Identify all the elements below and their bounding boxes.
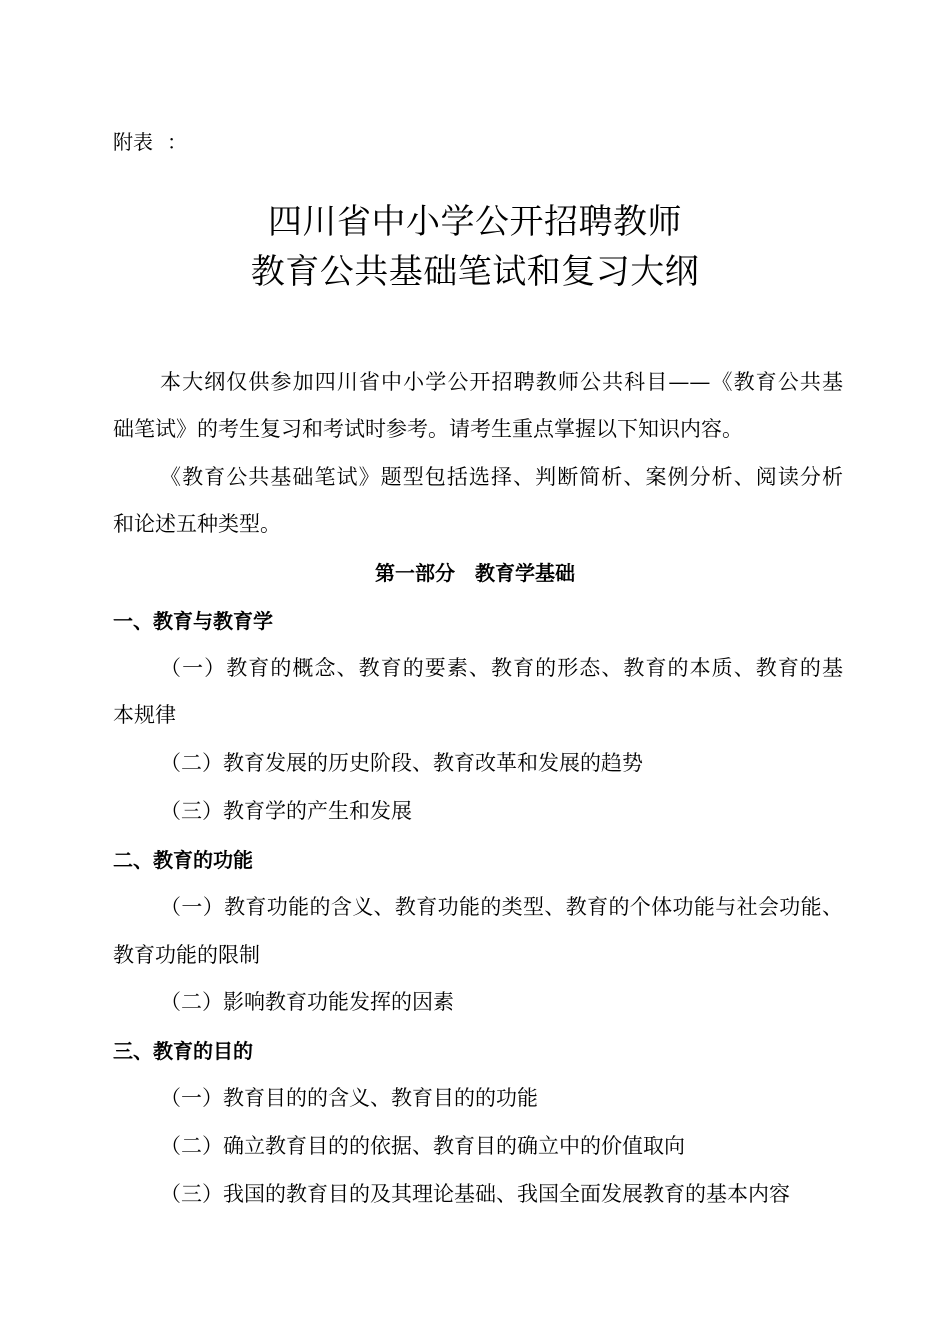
section-2-item-2: （二）影响教育功能发挥的因素 bbox=[160, 990, 454, 1014]
attachment-label-row bbox=[113, 128, 187, 156]
attachment-colon: ： bbox=[167, 130, 187, 154]
section-1-item-1-line-2: 本规律 bbox=[113, 703, 176, 727]
attachment-label: 附表 bbox=[113, 130, 153, 154]
section-1-item-2: （二）教育发展的历史阶段、教育改革和发展的趋势 bbox=[160, 751, 643, 775]
part-title: 第一部分 教育学基础 bbox=[375, 561, 575, 585]
section-3-item-3: （三）我国的教育目的及其理论基础、我国全面发展教育的基本内容 bbox=[160, 1182, 790, 1206]
section-2-item-1-line-1: （一）教育功能的含义、教育功能的类型、教育的个体功能与社会功能、 bbox=[160, 895, 843, 919]
section-3-item-1: （一）教育目的的含义、教育目的的功能 bbox=[160, 1086, 538, 1110]
section-heading-3: 三、教育的目的 bbox=[113, 1039, 253, 1063]
intro-paragraph-1-line-2: 础笔试》的考生复习和考试时参考。请考生重点掌握以下知识内容。 bbox=[113, 417, 743, 441]
document-title-line-1: 四川省中小学公开招聘教师 bbox=[268, 202, 682, 242]
section-1-item-1-line-1: （一）教育的概念、教育的要素、教育的形态、教育的本质、教育的基 bbox=[160, 656, 843, 680]
document-title-line-2: 教育公共基础笔试和复习大纲 bbox=[250, 252, 700, 292]
section-3-item-2: （二）确立教育目的的依据、教育目的确立中的价值取向 bbox=[160, 1134, 685, 1158]
intro-paragraph-1-line-1: 本大纲仅供参加四川省中小学公开招聘教师公共科目——《教育公共基 bbox=[160, 370, 843, 394]
section-1-item-3: （三）教育学的产生和发展 bbox=[160, 799, 412, 823]
section-heading-1: 一、教育与教育学 bbox=[113, 609, 273, 633]
section-2-item-1-line-2: 教育功能的限制 bbox=[113, 943, 260, 967]
section-heading-2: 二、教育的功能 bbox=[113, 848, 253, 872]
intro-paragraph-2-line-2: 和论述五种类型。 bbox=[113, 512, 281, 536]
intro-paragraph-2-line-1: 《教育公共基础笔试》题型包括选择、判断简析、案例分析、阅读分析 bbox=[160, 465, 843, 489]
